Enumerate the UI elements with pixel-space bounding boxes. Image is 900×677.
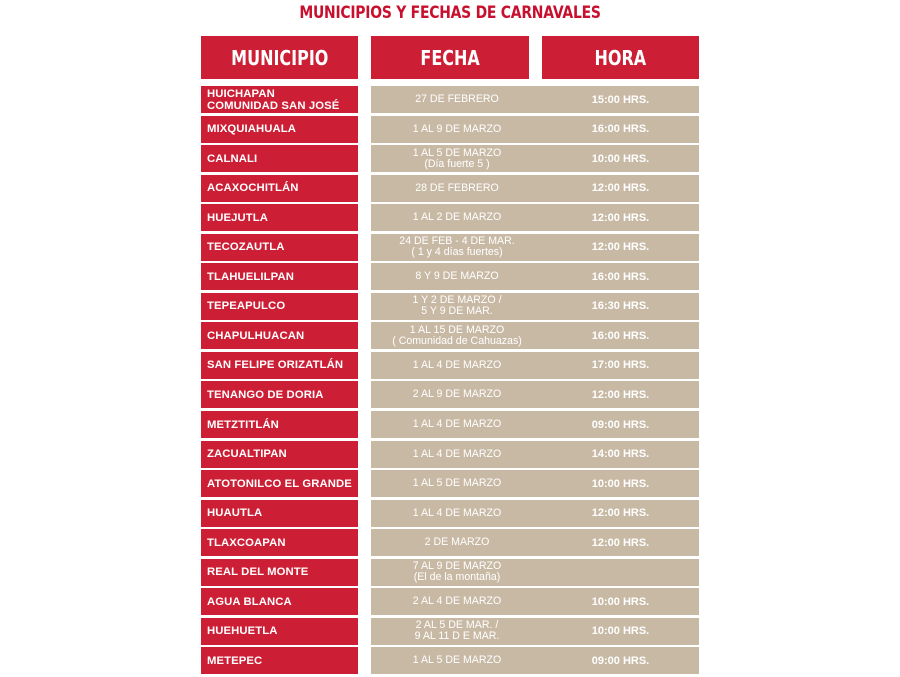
municipio-cell: AGUA BLANCA bbox=[201, 588, 358, 615]
hora-cell: 10:00 HRS. bbox=[591, 625, 650, 638]
hora-cell: 16:00 HRS. bbox=[591, 123, 650, 136]
hora-cell: 12:00 HRS. bbox=[591, 211, 650, 224]
hora-cell: 12:00 HRS. bbox=[591, 388, 650, 401]
hora-cell: 16:00 HRS. bbox=[591, 270, 650, 283]
table-row bbox=[201, 86, 699, 113]
fecha-cell: 1 AL 5 DE MARZO bbox=[412, 477, 502, 490]
fecha-cell: 8 Y 9 DE MARZO bbox=[415, 270, 499, 283]
fecha-cell: 1 AL 15 DE MARZO ( Comunidad de Cahuazas) bbox=[392, 323, 522, 347]
fecha-cell: 1 AL 4 DE MARZO bbox=[412, 358, 502, 371]
fecha-cell: 24 DE FEB - 4 DE MAR. ( 1 y 4 días fuertes) bbox=[399, 235, 515, 259]
fecha-cell: 1 AL 4 DE MARZO bbox=[412, 418, 502, 431]
hora-cell bbox=[542, 559, 699, 586]
fecha-cell: 2 AL 4 DE MARZO bbox=[412, 595, 502, 608]
hora-cell: 16:30 HRS. bbox=[591, 300, 650, 313]
hora-cell: 12:00 HRS. bbox=[591, 241, 650, 254]
column-header-municipio-label: MUNICIPIO bbox=[230, 45, 329, 70]
municipio-cell: REAL DEL MONTE bbox=[201, 559, 358, 586]
municipio-cell: HUICHAPAN COMUNIDAD SAN JOSÉ bbox=[201, 86, 358, 113]
page-title: MUNICIPIOS Y FECHAS DE CARNAVALES bbox=[299, 3, 601, 23]
fecha-cell: 27 DE FEBRERO bbox=[415, 93, 499, 105]
municipio-cell: METZTITLÁN bbox=[201, 411, 358, 438]
municipio-cell: CHAPULHUACAN bbox=[201, 322, 358, 349]
municipio-cell: HUEHUETLA bbox=[201, 618, 358, 645]
fecha-cell: 1 AL 5 DE MARZO bbox=[412, 654, 502, 667]
hora-cell: 10:00 HRS. bbox=[591, 477, 650, 490]
fecha-cell: 2 AL 5 DE MAR. / 9 AL 11 D E MAR. bbox=[414, 619, 500, 643]
table-row bbox=[201, 647, 699, 674]
table-row bbox=[201, 441, 699, 468]
fecha-cell: 2 AL 9 DE MARZO bbox=[412, 388, 502, 401]
hora-cell: 14:00 HRS. bbox=[591, 448, 650, 461]
column-header-fecha bbox=[371, 36, 529, 79]
fecha-cell: 1 AL 4 DE MARZO bbox=[412, 506, 502, 519]
column-header-fecha-label: FECHA bbox=[420, 45, 480, 70]
carnival-table bbox=[201, 86, 699, 677]
municipio-cell: ACAXOCHITLÁN bbox=[201, 175, 358, 202]
table-row bbox=[201, 293, 699, 320]
municipio-cell: SAN FELIPE ORIZATLÁN bbox=[201, 352, 358, 379]
table-row bbox=[201, 381, 699, 408]
column-header-municipio bbox=[201, 36, 358, 79]
fecha-cell: 1 AL 9 DE MARZO bbox=[412, 122, 502, 135]
hora-cell: 16:00 HRS. bbox=[591, 329, 650, 342]
municipio-cell: TEPEAPULCO bbox=[201, 293, 358, 320]
table-row bbox=[201, 322, 699, 349]
table-row bbox=[201, 470, 699, 497]
municipio-cell: TLAXCOAPAN bbox=[201, 529, 358, 556]
table-row bbox=[201, 234, 699, 261]
municipio-cell: METEPEC bbox=[201, 647, 358, 674]
municipio-cell: TECOZAUTLA bbox=[201, 234, 358, 261]
fecha-cell: 7 AL 9 DE MARZO (El de la montaña) bbox=[412, 560, 502, 584]
column-header-hora-label: HORA bbox=[594, 45, 647, 70]
hora-cell: 15:00 HRS. bbox=[591, 93, 650, 106]
table-row bbox=[201, 145, 699, 172]
municipio-cell: TLAHUELILPAN bbox=[201, 263, 358, 290]
hora-cell: 10:00 HRS. bbox=[591, 152, 650, 165]
municipio-cell: HUEJUTLA bbox=[201, 204, 358, 231]
municipio-cell: CALNALI bbox=[201, 145, 358, 172]
municipio-cell: MIXQUIAHUALA bbox=[201, 116, 358, 143]
municipio-cell: TENANGO DE DORIA bbox=[201, 381, 358, 408]
municipio-cell: ZACUALTIPAN bbox=[201, 441, 358, 468]
table-row bbox=[201, 529, 699, 556]
fecha-cell: 2 DE MARZO bbox=[424, 536, 490, 549]
table-row bbox=[201, 263, 699, 290]
table-row bbox=[201, 618, 699, 645]
table-row bbox=[201, 352, 699, 379]
municipio-cell: HUAUTLA bbox=[201, 500, 358, 527]
hora-cell: 12:00 HRS. bbox=[591, 536, 650, 549]
hora-cell: 12:00 HRS. bbox=[591, 507, 650, 520]
hora-cell: 10:00 HRS. bbox=[591, 595, 650, 608]
fecha-cell: 1 AL 5 DE MARZO (Día fuerte 5 ) bbox=[412, 146, 502, 170]
table-row bbox=[201, 588, 699, 615]
fecha-cell: 1 AL 4 DE MARZO bbox=[412, 447, 502, 460]
table-row bbox=[201, 175, 699, 202]
table-row bbox=[201, 411, 699, 438]
fecha-cell: 28 DE FEBRERO bbox=[415, 181, 499, 194]
fecha-cell: 1 AL 2 DE MARZO bbox=[412, 211, 502, 224]
table-row bbox=[201, 500, 699, 527]
table-row bbox=[201, 116, 699, 143]
table-row bbox=[201, 204, 699, 231]
hora-cell: 17:00 HRS. bbox=[591, 359, 650, 372]
hora-cell: 09:00 HRS. bbox=[591, 654, 650, 667]
table-row bbox=[201, 559, 699, 586]
municipio-cell: ATOTONILCO EL GRANDE bbox=[201, 470, 358, 497]
column-header-hora bbox=[542, 36, 699, 79]
hora-cell: 12:00 HRS. bbox=[591, 182, 650, 195]
hora-cell: 09:00 HRS. bbox=[591, 418, 650, 431]
fecha-cell: 1 Y 2 DE MARZO / 5 Y 9 DE MAR. bbox=[412, 294, 502, 318]
